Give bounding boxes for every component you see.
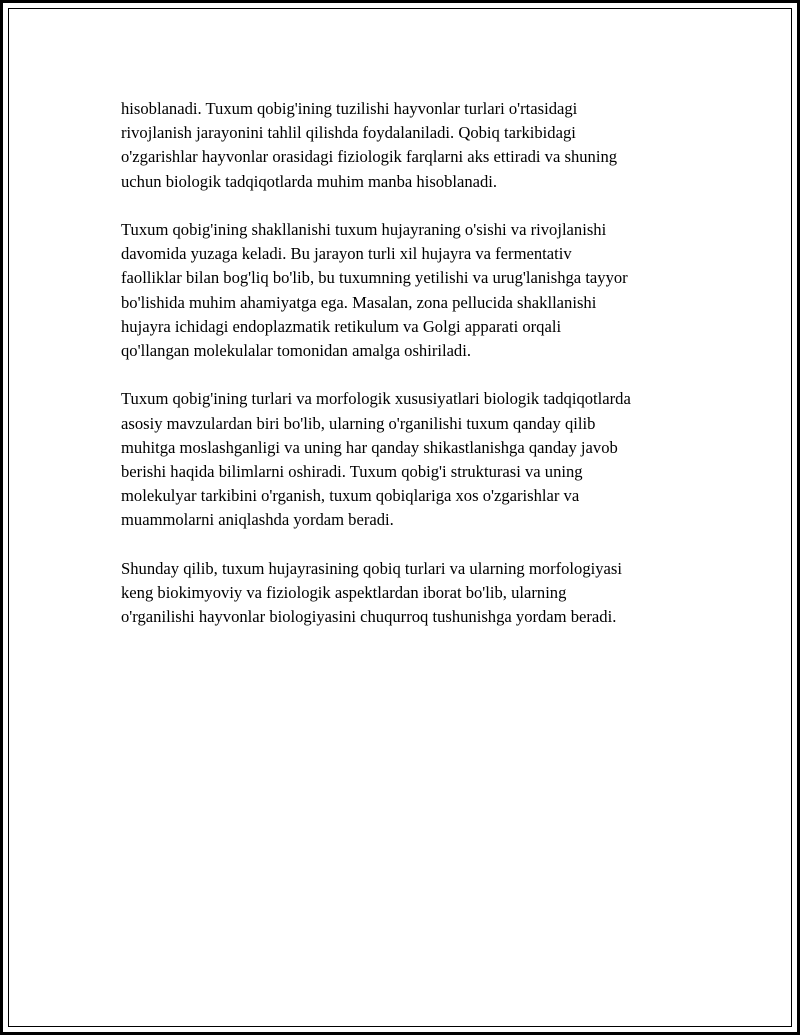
text-line: o'rganilishi hayvonlar biologiyasini chuqurroq tushunishga yordam beradi. — [121, 607, 617, 627]
text-line: o'zgarishlar hayvonlar orasidagi fiziologik farqlarni aks ettiradi va shuning — [121, 147, 618, 167]
text-line: davomida yuzaga keladi. Bu jarayon turli xil hujayra va fermentativ — [121, 244, 572, 264]
text-line: molekulyar tarkibini o'rganish, tuxum qobiqlariga xos o'zgarishlar va — [121, 486, 580, 506]
paragraph-4 — [121, 557, 701, 630]
text-line: hujayra ichidagi endoplazmatik retikulum va Golgi apparati orqali — [121, 316, 562, 336]
text-line: hisoblanadi. Tuxum qobig'ining tuzilishi hayvonlar turlari o'rtasidagi — [121, 99, 578, 118]
text-line: Tuxum qobig'ining turlari va morfologik xususiyatlari biologik tadqiqotlarda — [121, 389, 631, 409]
document-body — [121, 97, 701, 654]
text-line: uchun biologik tadqiqotlarda muhim manba hisoblanadi. — [121, 171, 498, 191]
text-line: berishi haqida bilimlarni oshiradi. Tuxum qobig'i strukturasi va uning — [121, 462, 583, 482]
paragraph-3 — [121, 387, 701, 532]
text-line: faolliklar bilan bog'liq bo'lib, bu tuxumning yetilishi va urug'lanishga tayyor — [121, 268, 628, 288]
text-line: Tuxum qobig'ining shakllanishi tuxum hujayraning o'sishi va rivojlanishi — [121, 220, 607, 239]
text-line: qo'llangan molekulalar tomonidan amalga oshiriladi. — [121, 341, 471, 361]
text-line: muhitga moslashganligi va uning har qanday shikastlanishga qanday javob — [121, 437, 618, 457]
paragraph-1 — [121, 97, 701, 194]
text-line: rivojlanish jarayonini tahlil qilishda foydalaniladi. Qobiq tarkibidagi — [121, 123, 576, 143]
text-line: asosiy mavzulardan biri bo'lib, ularning o'rganilishi tuxum qanday qilib — [121, 413, 596, 433]
text-line: keng biokimyoviy va fiziologik aspektlardan iborat bo'lib, ularning — [121, 583, 567, 603]
text-line: muammolarni aniqlashda yordam beradi. — [121, 510, 394, 530]
paragraph-2 — [121, 218, 701, 363]
text-line: bo'lishida muhim ahamiyatga ega. Masalan, zona pellucida shakllanishi — [121, 292, 597, 312]
text-line: Shunday qilib, tuxum hujayrasining qobiq turlari va ularning morfologiyasi — [121, 558, 622, 578]
